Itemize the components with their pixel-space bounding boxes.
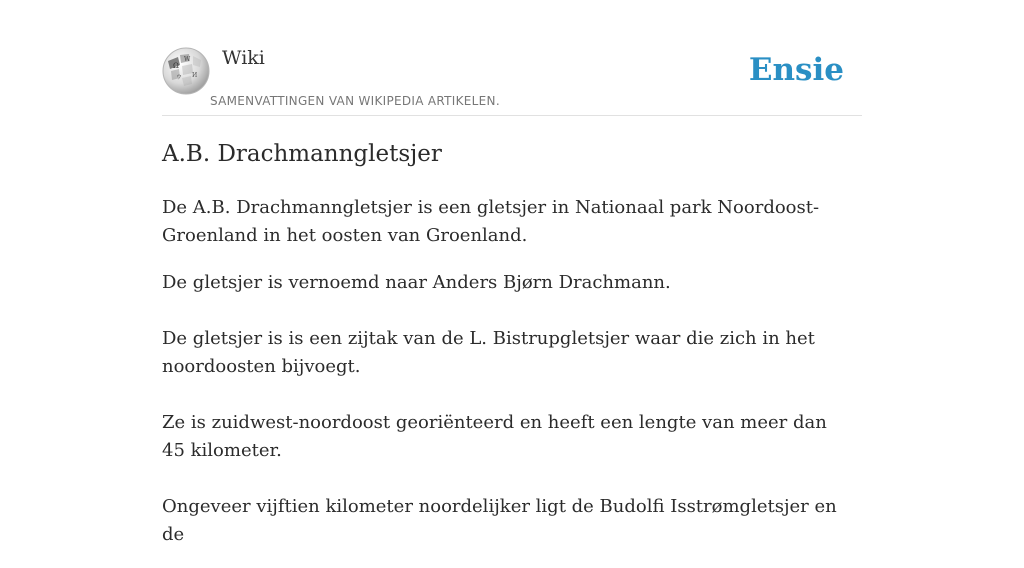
svg-text:Ω: Ω [173, 62, 179, 70]
site-name[interactable]: Wiki [222, 47, 265, 69]
svg-text:И: И [192, 72, 198, 79]
article-paragraph: De gletsjer is is een zijtak van de L. Bistrupgletsjer waar die zich in het noordoosten bijvoegt. [162, 328, 815, 377]
article-paragraph: De A.B. Drachmanngletsjer is een gletsjer in Nationaal park Noordoost-Groenland in het oosten van Groenland. [162, 197, 820, 246]
article [162, 136, 842, 568]
article-paragraph: De gletsjer is vernoemd naar Anders Bjørn Drachmann. [162, 272, 671, 293]
article-paragraph: Ze is zuidwest-noordoost georiënteerd en heeft een lengte van meer dan 45 kilometer. [162, 412, 827, 461]
article-paragraph: Ongeveer vijftien kilometer noordelijker ligt de Budolfi Isstrømgletsjer en de [162, 496, 837, 545]
wikipedia-globe-icon[interactable] [162, 47, 210, 95]
site-header [162, 40, 862, 116]
site-tagline: SAMENVATTINGEN VAN WIKIPEDIA ARTIKELEN. [210, 94, 500, 108]
article-title: A.B. Drachmanngletsjer [162, 141, 442, 167]
svg-text:W: W [184, 56, 191, 63]
brand-logo-link[interactable]: Ensie [748, 52, 844, 88]
svg-text:ウ: ウ [176, 74, 183, 81]
